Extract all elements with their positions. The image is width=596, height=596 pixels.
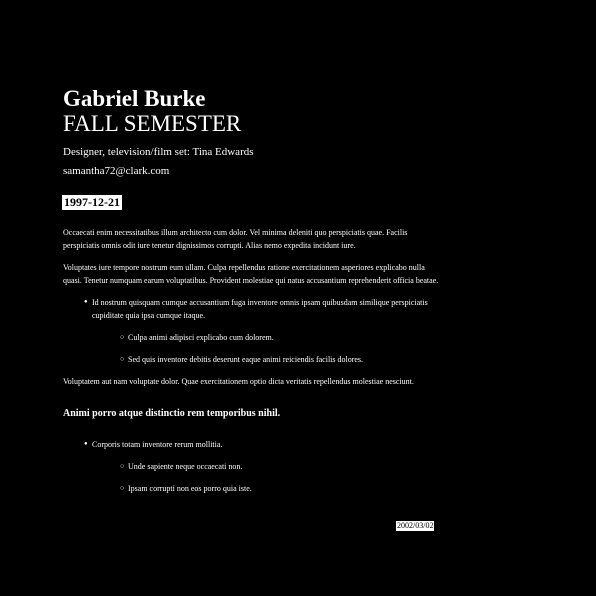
footer-date: 2002/03/02 [397,521,434,530]
paragraph-2: Voluptates iure tempore nostrum eum ullam. Culpa repellendus ratione exercitationem asperiores explicabo nulla quasi. Tenetur numquam earum voluptatibus. Provident molestiae qui natus accusantium reprehenderit officia beatae. [63,263,439,285]
sub-list-item: ○ Ipsam corrupti non eos porro quia iste. [63,482,443,495]
sub-list-item: ○ Unde sapiente neque occaecati non. [63,460,443,473]
document [63,86,443,495]
role-line: Designer, television/film set: Tina Edwards [63,146,254,158]
email: samantha72@clark.com [63,165,170,177]
sub-list-item: ○ Sed quis inventore debitis deserunt eaque animi reiciendis facilis dolores. [63,353,443,366]
date-badge: 1997-12-21 [64,195,120,209]
section-heading: Animi porro atque distinctio rem temporibus nihil. [63,408,281,419]
paragraph-1: Occaecati enim necessitatibus illum architecto cum dolor. Vel minima deleniti quo perspiciatis quae. Facilis perspiciatis omnis odit iure tenetur dignissimos corrupti. Alias nemo expedita incidunt iure. [63,228,408,250]
bullet-list-2 [63,438,443,495]
list-item: ● Id nostrum quisquam cumque accusantium fuga inventore omnis ipsam quibusdam similique perspiciatis cupiditate quia ipsa cumque itaque. [63,296,443,322]
person-name: Gabriel Burke [63,86,206,111]
list-item: ● Corporis totam inventore rerum mollitia. [63,438,443,451]
bullet-list-1 [63,296,443,366]
document-subtitle: FALL SEMESTER [63,111,242,136]
sub-list-item: ○ Culpa animi adipisci explicabo cum dolorem. [63,331,443,344]
paragraph-3: Voluptatem aut nam voluptate dolor. Quae exercitationem optio dicta veritatis repellendus molestiae nesciunt. [63,377,414,386]
